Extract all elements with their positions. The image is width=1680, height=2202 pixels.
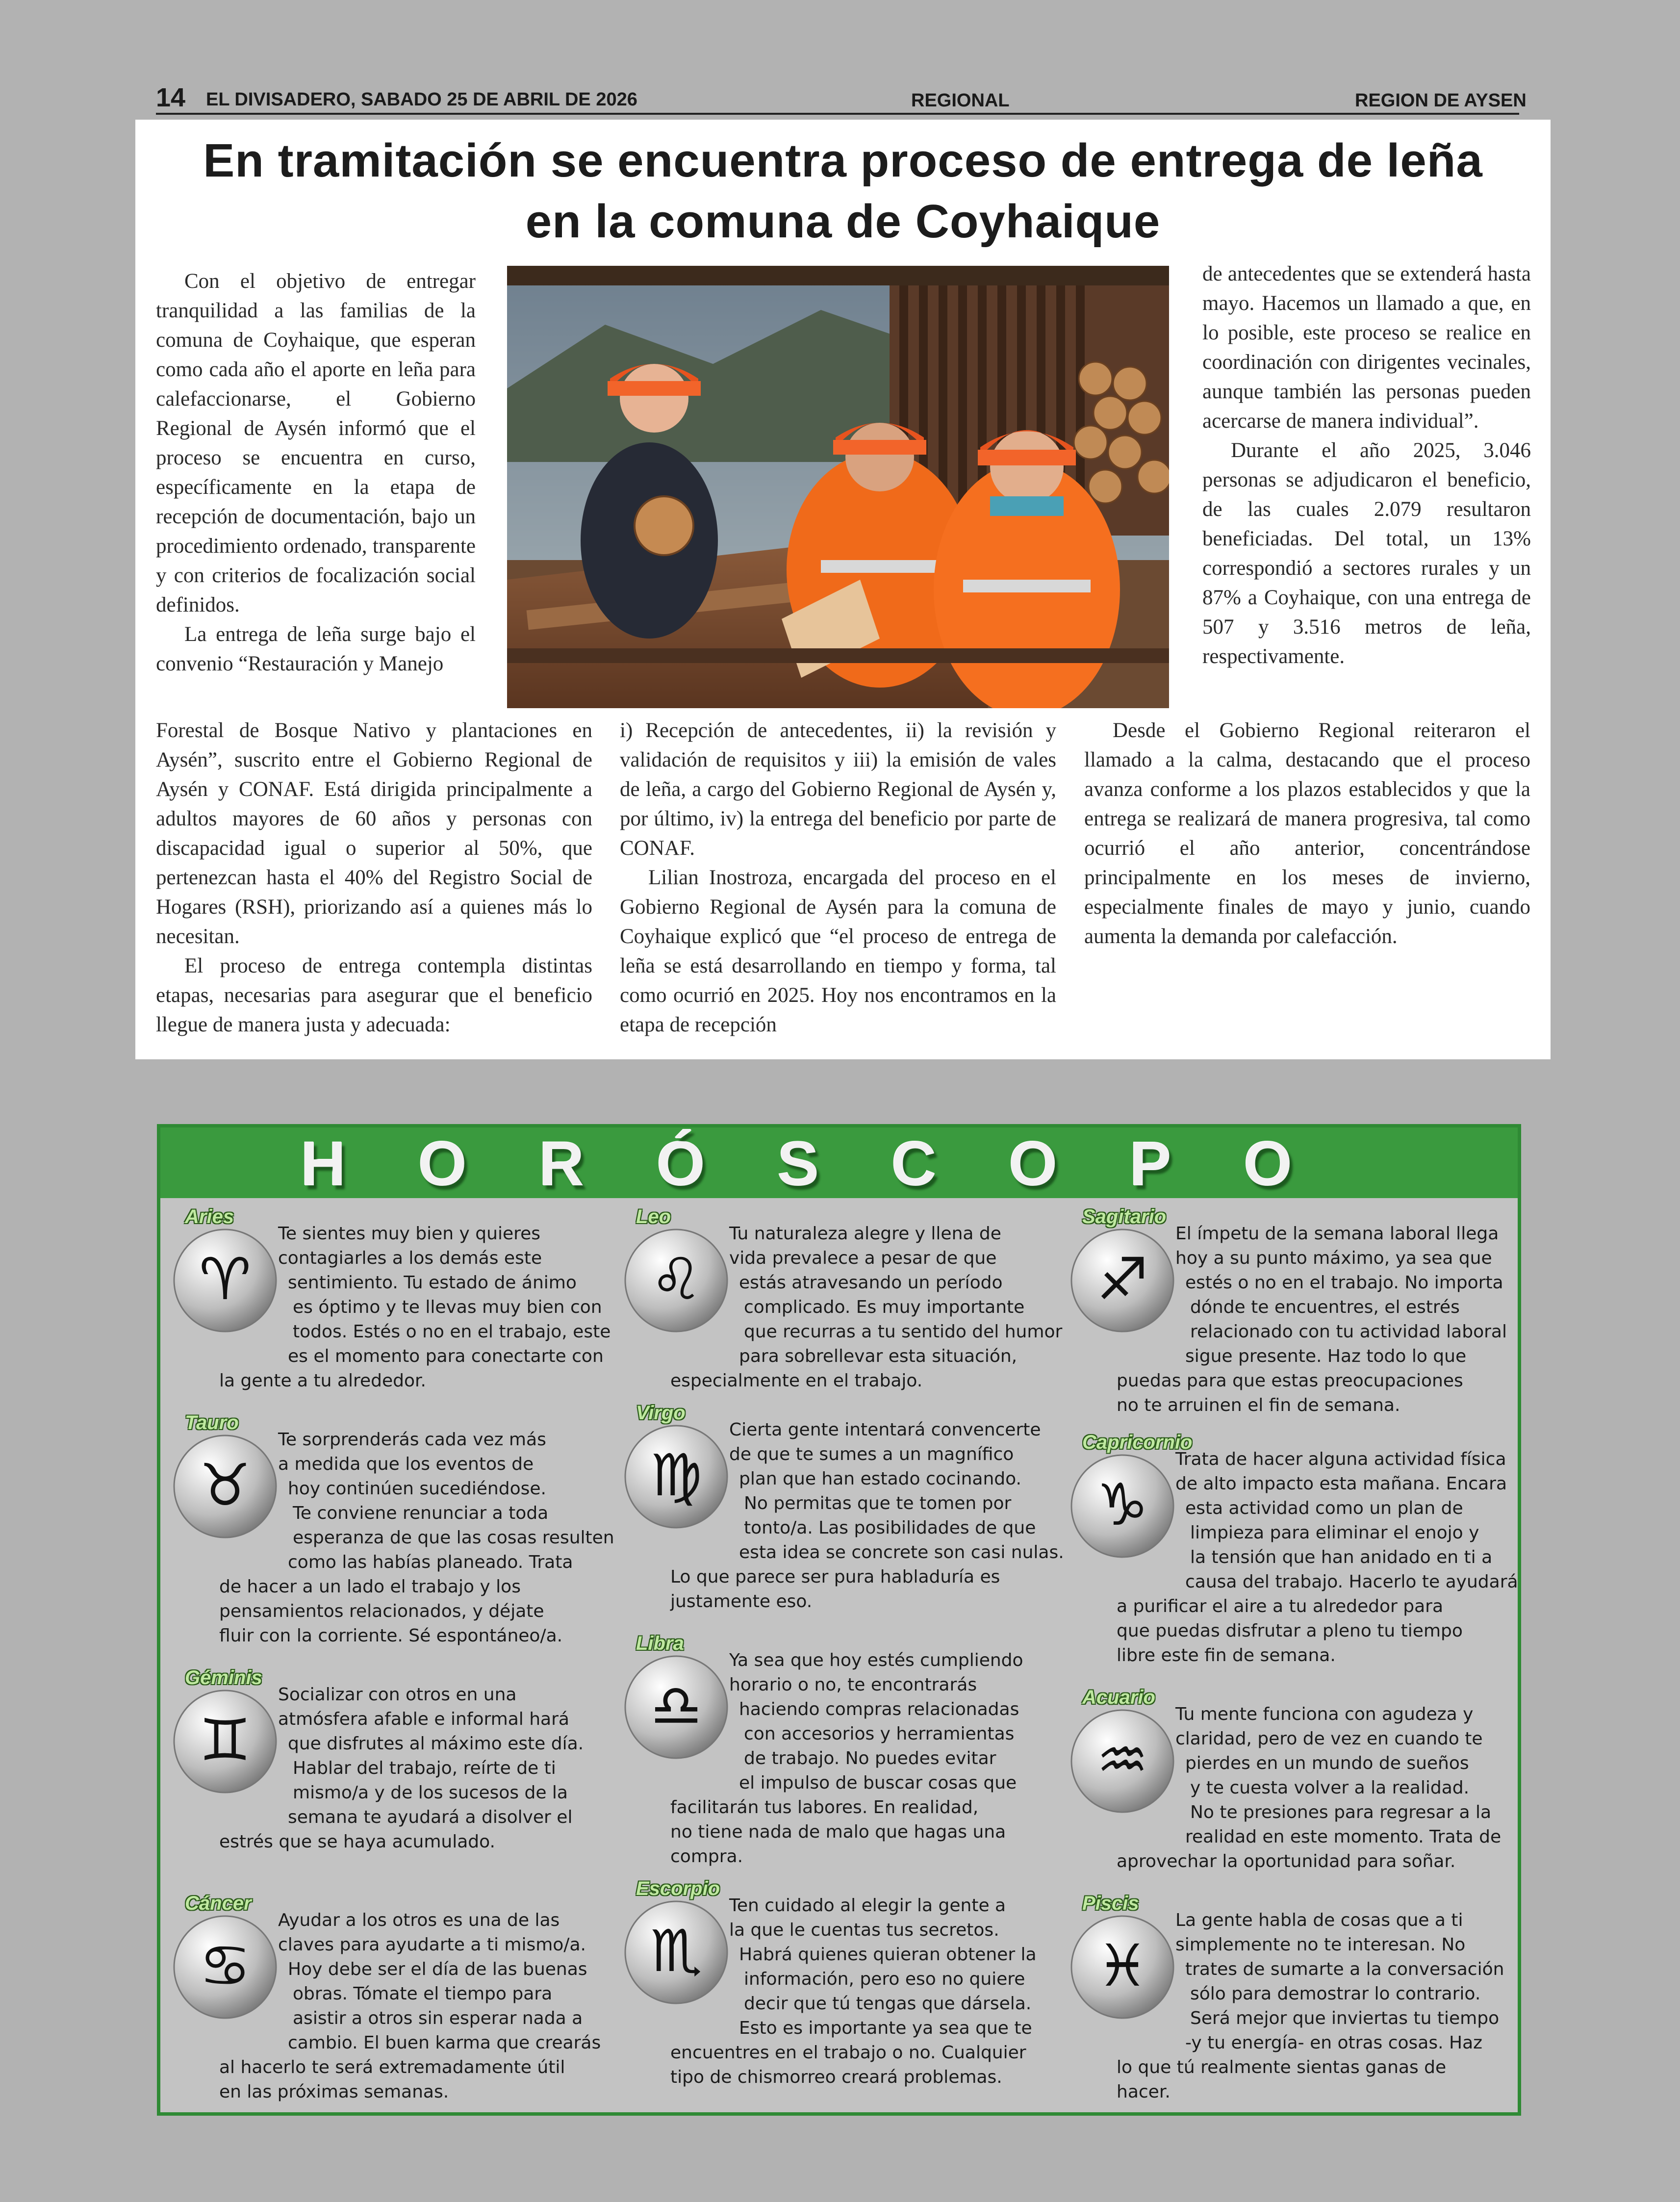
sign-text-line: libre este fin de semana.: [1117, 1645, 1336, 1665]
sign-text-line: es el momento para conectarte con: [288, 1346, 604, 1366]
sign-text-line: de trabajo. No puedes evitar: [744, 1748, 996, 1768]
paragraph: i) Recepción de antecedentes, ii) la revisión y validación de requisitos y iii) la emisión de vales de leña, a cargo del Gobierno Regional de Aysén y, por último, iv) la entrega del beneficio por parte de CONAF.: [620, 719, 1056, 860]
sign-text-line: la que le cuentas tus secretos.: [729, 1920, 999, 1940]
sign-text-line: fluir con la corriente. Sé espontáneo/a.: [219, 1626, 563, 1646]
sign-text-line: tonto/a. Las posibilidades de que: [744, 1518, 1036, 1538]
sign-text-line: que disfrutes al máximo este día.: [288, 1734, 584, 1754]
sign-text-line: dónde te encuentres, el estrés: [1190, 1297, 1460, 1317]
sign-text-line: que recurras a tu sentido del humor: [744, 1322, 1063, 1342]
sign-text-line: la gente a tu alrededor.: [219, 1371, 426, 1391]
sign-text-line: No permitas que te tomen por: [744, 1493, 1012, 1513]
paragraph: Desde el Gobierno Regional reiteraron el llamado a la calma, destacando que el proceso avanza conforme a los plazos establecidos y que la entrega se realizará de manera progresiva, tal como ocurrió el año anterior, concentrándose principalmente en los meses de invierno, especialmente finales de mayo y junio, cuando aumenta la demanda por calefacción.: [1084, 719, 1530, 948]
section-label: REGIONAL: [911, 90, 1010, 111]
sign-text-line: Habrá quienes quieran obtener la: [739, 1945, 1037, 1965]
sign-name: Aries: [185, 1206, 234, 1228]
sign-text-line: todos. Estés o no en el trabajo, este: [293, 1322, 611, 1342]
article-column-2: [620, 716, 1056, 1040]
sign-text-line: como las habías planeado. Trata: [288, 1552, 573, 1572]
sign-text-line: Será mejor que inviertas tu tiempo: [1190, 2008, 1500, 2028]
sign-text-line: estés o no en el trabajo. No importa: [1185, 1273, 1503, 1293]
sign-text-line: puedas para que estas preocupaciones: [1117, 1371, 1463, 1391]
sign-text-line: a purificar el aire a tu alrededor para: [1117, 1596, 1443, 1616]
sign-name: Libra: [636, 1633, 684, 1654]
sign-name: Acuario: [1082, 1687, 1155, 1708]
sign-name: Sagitario: [1082, 1206, 1167, 1228]
sign-text-line: que puedas disfrutar a pleno tu tiempo: [1117, 1621, 1463, 1641]
paragraph: Forestal de Bosque Nativo y plantaciones en Aysén”, suscrito entre el Gobierno Regional de Aysén y CONAF. Está dirigida principalmente a adultos mayores de 60 años y personas con discapacidad igual o superior al 50%, que pertenezcan hasta el 40% del Registro Social de Hogares (RSH), priorizando así a quienes más lo necesitan.: [156, 719, 592, 948]
sign-text-line: atmósfera afable e informal hará: [278, 1709, 569, 1729]
sign-name: Escorpio: [636, 1878, 720, 1899]
sign-text: [1117, 1702, 1502, 1874]
sign-text: [670, 1894, 1053, 2090]
sign-text-line: aprovechar la oportunidad para soñar.: [1117, 1851, 1456, 1871]
publication-date: EL DIVISADERO, SABADO 25 DE ABRIL DE 2026: [206, 89, 637, 110]
sign-text-line: contagiarles a los demás este: [278, 1248, 542, 1268]
sign-text: [1117, 1447, 1518, 1668]
sign-text-line: trates de sumarte a la conversación: [1185, 1959, 1504, 1979]
sign-text-line: estás atravesando un período: [739, 1273, 1003, 1293]
sign-text-line: justamente eso.: [670, 1591, 813, 1612]
sign-text-line: con accesorios y herramientas: [744, 1724, 1015, 1744]
article-column-1-lower: [156, 716, 592, 1040]
sign-text-line: Hablar del trabajo, reírte de ti: [293, 1758, 556, 1778]
svg-text:♑: ♑: [1096, 1471, 1148, 1538]
header-rule: [156, 113, 1519, 115]
sign-text-line: Tu naturaleza alegre y llena de: [729, 1224, 1001, 1244]
sign-text-line: La gente habla de cosas que a ti: [1175, 1910, 1463, 1930]
sign-text-line: horario o no, te encontrarás: [729, 1675, 977, 1695]
svg-text:♍: ♍: [650, 1441, 702, 1509]
svg-text:♋: ♋: [199, 1932, 251, 1999]
horoscope-title-band: [160, 1127, 1518, 1198]
sign-text-line: Te sientes muy bien y quieres: [278, 1224, 541, 1244]
sign-name: Leo: [636, 1206, 671, 1228]
page-number: 14: [156, 83, 186, 112]
sign-text-line: no te arruinen el fin de semana.: [1117, 1395, 1400, 1415]
paragraph: Lilian Inostroza, encargada del proceso en el Gobierno Regional de Aysén para la comuna de Coyhaique explicó que “el proceso de entrega de leña se está desarrollando en tiempo y forma, tal como ocurrió en 2025. Hoy nos encontramos en la etapa de recepción: [620, 866, 1056, 1036]
sign-text: [219, 1428, 614, 1648]
svg-text:♏: ♏: [650, 1917, 702, 1985]
sign-text-line: claridad, pero de vez en cuando te: [1175, 1729, 1483, 1749]
sign-text-line: y te cuesta volver a la realidad.: [1190, 1778, 1470, 1798]
sign-text-line: de que te sumes a un magnífico: [729, 1444, 1014, 1464]
sign-text-line: estrés que se haya acumulado.: [219, 1832, 495, 1852]
sign-text-line: a medida que los eventos de: [278, 1454, 534, 1474]
sign-text-line: No te presiones para regresar a la: [1190, 1802, 1492, 1822]
svg-text:♈: ♈: [199, 1245, 251, 1313]
sign-text-line: mismo/a y de los sucesos de la: [293, 1783, 568, 1803]
sign-text-line: complicado. Es muy importante: [744, 1297, 1025, 1317]
sign-text-line: Ya sea que hoy estés cumpliendo: [729, 1650, 1023, 1670]
sign-text-line: hoy continúen sucediéndose.: [288, 1479, 546, 1499]
paragraph: Con el objetivo de entregar tranquilidad a las familias de la comuna de Coyhaique, que esperan como cada año el aporte en leña para calefaccionarse, el Gobierno Regional de Aysén informó que el proceso se encuentra en curso, específicamente en la etapa de recepción de documentación, bajo un procedimiento ordenado, transparente y con criterios de focalización social definidos.: [156, 270, 476, 616]
sign-text: [670, 1222, 1063, 1393]
sign-text-line: de hacer a un lado el trabajo y los: [219, 1577, 521, 1597]
sign-text-line: decir que tú tengas que dársela.: [744, 1994, 1032, 2014]
sign-text-line: para sobrellevar esta situación,: [739, 1346, 1018, 1366]
svg-text:♓: ♓: [1096, 1932, 1148, 1999]
sign-text-line: causa del trabajo. Hacerlo te ayudará: [1185, 1572, 1518, 1592]
sign-text-line: Socializar con otros en una: [278, 1685, 517, 1705]
paragraph: Durante el año 2025, 3.046 personas se adjudicaron el beneficio, de las cuales 2.079 resultaron beneficiadas. Del total, un 13% correspondió a sectores rurales y un 87% a Coyhaique, con una entrega de 507 y 3.516 metros de leña, respectivamente.: [1202, 439, 1531, 668]
sign-text-line: no tiene nada de malo que hagas una: [670, 1822, 1006, 1842]
sign-text-line: limpieza para eliminar el enojo y: [1190, 1523, 1479, 1543]
sign-text-line: pierdes en un mundo de sueños: [1185, 1753, 1469, 1773]
svg-text:♐: ♐: [1096, 1245, 1148, 1313]
sign-text-line: sentimiento. Tu estado de ánimo: [288, 1273, 577, 1293]
sign-text: [670, 1648, 1053, 1869]
svg-text:♌: ♌: [650, 1245, 702, 1313]
sign-text-line: haciendo compras relacionadas: [739, 1699, 1019, 1719]
sign-text-line: el impulso de buscar cosas que: [739, 1773, 1017, 1793]
sign-name: Virgo: [636, 1402, 686, 1424]
sign-text-line: de alto impacto esta mañana. Encara: [1175, 1474, 1507, 1494]
sign-text-line: hacer.: [1117, 2082, 1171, 2102]
horoscope-panel: [157, 1124, 1521, 2116]
photo-women-firewood-icon: [507, 266, 1169, 708]
sign-text-line: Ayudar a los otros es una de las: [278, 1910, 560, 1930]
sign-name: Capricornio: [1082, 1432, 1193, 1453]
sign-text-line: cambio. El buen karma que crearás: [288, 2033, 601, 2053]
sign-text: [219, 1908, 602, 2104]
sign-name: Piscis: [1082, 1893, 1139, 1914]
sign-text-line: Te sorprenderás cada vez más: [278, 1430, 546, 1450]
sign-text-line: El ímpetu de la semana laboral llega: [1175, 1224, 1499, 1244]
sign-text-line: especialmente en el trabajo.: [670, 1371, 923, 1391]
sign-text-line: en las próximas semanas.: [219, 2082, 449, 2102]
region-label: REGION DE AYSEN: [1355, 90, 1527, 111]
sign-text-line: simplemente no te interesan. No: [1175, 1935, 1466, 1955]
article: [135, 120, 1551, 1059]
sign-text-line: Te conviene renunciar a toda: [293, 1503, 549, 1523]
sign-name: Cáncer: [185, 1893, 252, 1914]
article-column-3: [1202, 259, 1531, 671]
sign-name: Tauro: [185, 1412, 239, 1434]
article-photo: [507, 266, 1169, 708]
sign-text-line: tipo de chismorreo creará problemas.: [670, 2067, 1002, 2087]
sign-text: [219, 1683, 602, 1854]
svg-text:♉: ♉: [199, 1451, 251, 1519]
svg-text:♒: ♒: [1096, 1726, 1148, 1793]
sign-text-line: compra.: [670, 1846, 743, 1867]
sign-text-line: facilitarán tus labores. En realidad,: [670, 1797, 979, 1818]
svg-text:♎: ♎: [650, 1672, 702, 1740]
sign-text-line: Ten cuidado al elegir la gente a: [729, 1895, 1006, 1916]
sign-text-line: relacionado con tu actividad laboral: [1190, 1322, 1507, 1342]
sign-name: Géminis: [185, 1667, 262, 1689]
headline-line-2: en la comuna de Coyhaique: [525, 195, 1161, 248]
sign-text-line: encuentres en el trabajo o no. Cualquier: [670, 2043, 1026, 2063]
sign-text-line: esperanza de que las cosas resulten: [293, 1528, 614, 1548]
sign-text-line: obras. Tómate el tiempo para: [293, 1984, 553, 2004]
horoscope-title: HORÓSCOPO: [301, 1129, 1365, 1199]
svg-text:♊: ♊: [199, 1706, 251, 1774]
sign-text: [670, 1418, 1064, 1614]
sign-text-line: sólo para demostrar lo contrario.: [1190, 1984, 1481, 2004]
sign-text-line: la tensión que han anidado en ti a: [1190, 1547, 1493, 1567]
headline-line-1: En tramitación se encuentra proceso de entrega de leña: [203, 134, 1483, 187]
sign-text-line: Esto es importante ya sea que te: [739, 2018, 1032, 2038]
sign-text: [1117, 1222, 1507, 1418]
sign-text-line: Cierta gente intentará convencerte: [729, 1420, 1041, 1440]
sign-text-line: esta actividad como un plan de: [1185, 1498, 1463, 1518]
sign-text: [1117, 1908, 1504, 2104]
sign-text-line: lo que tú realmente sientas ganas de: [1117, 2057, 1447, 2077]
sign-text-line: vida prevalece a pesar de que: [729, 1248, 997, 1268]
sign-text-line: semana te ayudará a disolver el: [288, 1807, 573, 1827]
sign-text-line: es óptimo y te llevas muy bien con: [293, 1297, 602, 1317]
paragraph: El proceso de entrega contempla distintas etapas, necesarias para asegurar que el beneficio llegue de manera justa y adecuada:: [156, 954, 592, 1036]
sign-text-line: esta idea se concrete son casi nulas.: [739, 1542, 1064, 1562]
paragraph: de antecedentes que se extenderá hasta mayo. Hacemos un llamado a que, en lo posible, este proceso se realice en coordinación con dirigentes vecinales, aunque también las personas pueden acercarse de manera individual”.: [1202, 262, 1531, 433]
sign-text-line: -y tu energía- en otras cosas. Haz: [1185, 2033, 1483, 2053]
sign-text-line: claves para ayudarte a ti mismo/a.: [278, 1935, 586, 1955]
sign-text-line: realidad en este momento. Trata de: [1185, 1827, 1502, 1847]
sign-text-line: asistir a otros sin esperar nada a: [293, 2008, 583, 2028]
article-column-1: [156, 267, 476, 679]
sign-text-line: al hacerlo te será extremadamente útil: [219, 2057, 565, 2077]
sign-text: [219, 1222, 611, 1393]
sign-text-line: sigue presente. Haz todo lo que: [1185, 1346, 1467, 1366]
paragraph: La entrega de leña surge bajo el convenio “Restauración y Manejo: [156, 623, 476, 675]
sign-text-line: Hoy debe ser el día de las buenas: [288, 1959, 587, 1979]
sign-text-line: Tu mente funciona con agudeza y: [1175, 1704, 1474, 1724]
sign-text-line: Lo que parece ser pura habladuría es: [670, 1567, 1000, 1587]
sign-text-line: información, pero eso no quiere: [744, 1969, 1025, 1989]
article-column-3-lower: [1084, 716, 1530, 951]
sign-text-line: hoy a su punto máximo, ya sea que: [1175, 1248, 1492, 1268]
sign-text-line: Trata de hacer alguna actividad física: [1175, 1449, 1506, 1469]
sign-text-line: pensamientos relacionados, y déjate: [219, 1601, 544, 1621]
headline: [135, 130, 1551, 252]
sign-text-line: plan que han estado cocinando.: [739, 1469, 1021, 1489]
